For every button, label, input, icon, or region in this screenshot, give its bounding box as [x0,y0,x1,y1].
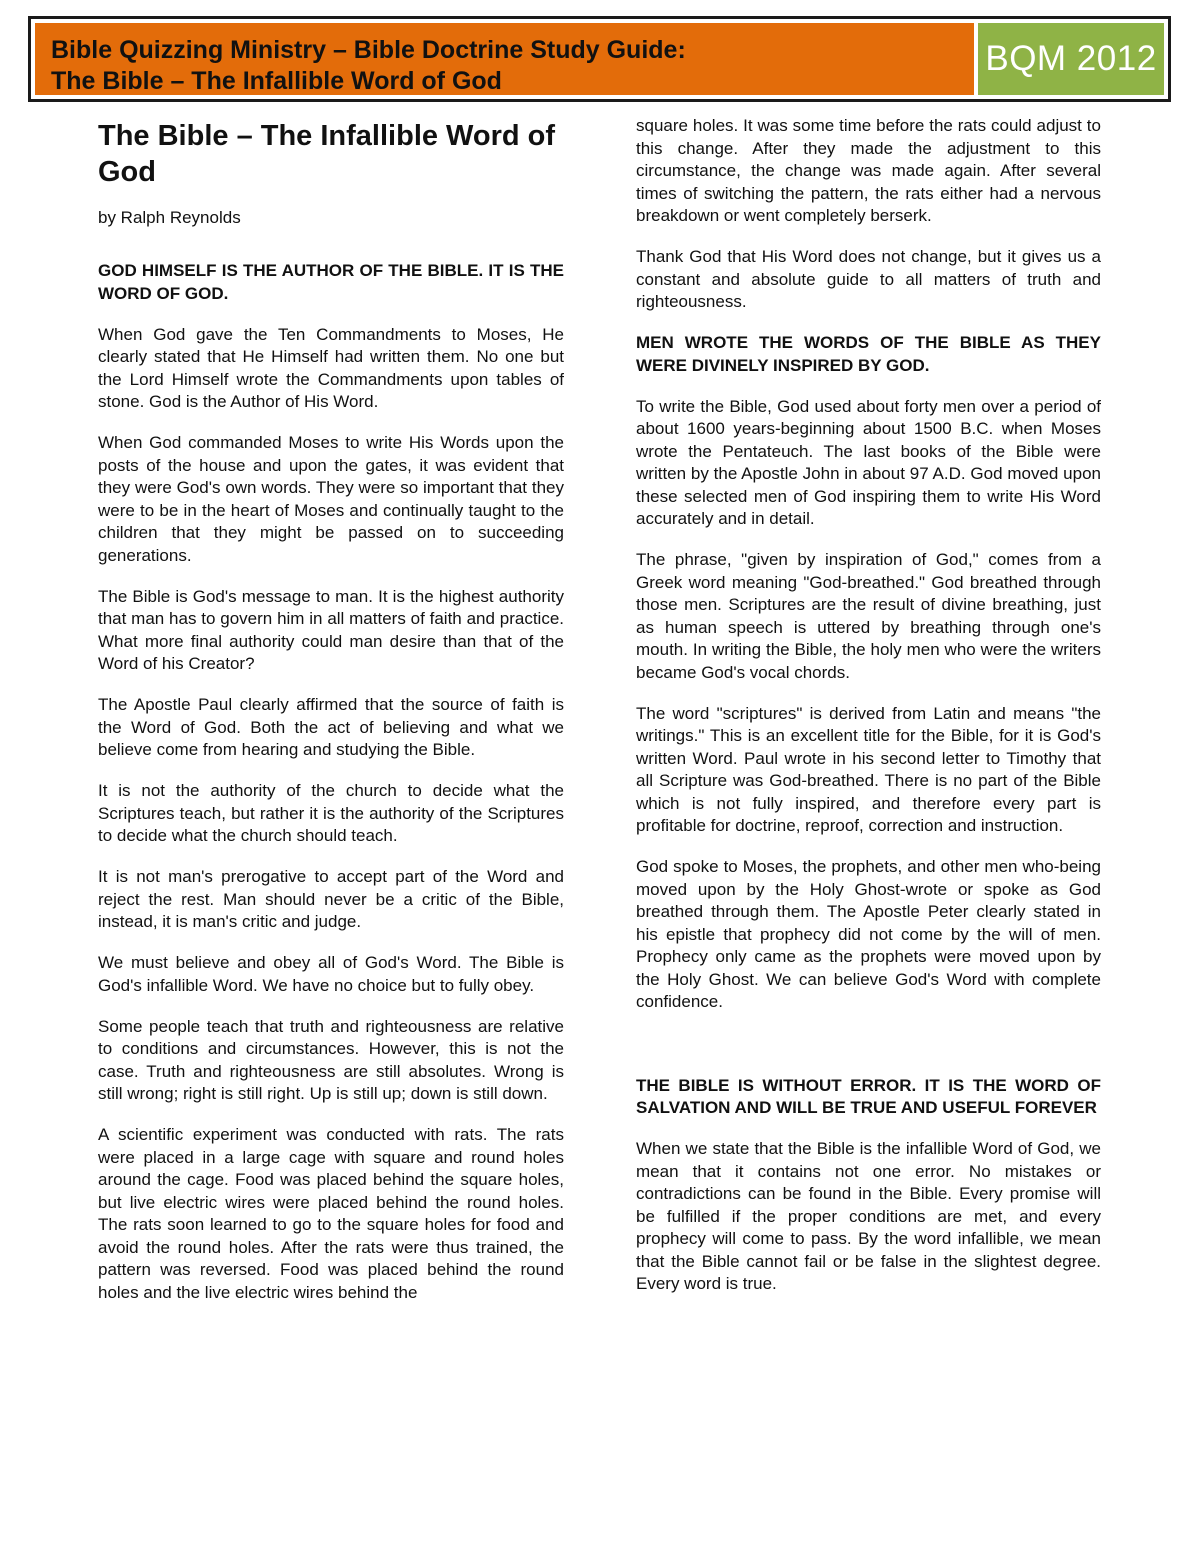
left-column [98,115,564,1304]
paragraph: When God commanded Moses to write His Words upon the posts of the house and upon the gates, it was evident that they were God's own words. They were so important that they were to be in the heart of Moses and continually taught to the children that they might be passed on to succeeding generations. [98,433,564,565]
header-title-block [35,23,974,95]
paragraph: When we state that the Bible is the infallible Word of God, we mean that it contains not one error. No mistakes or contradictions can be found in the Bible. Every promise will be fulfilled if the proper conditions are met, and every prophecy will come to pass. By the word infallible, we mean that the Bible cannot fail or be false in the slightest degree. Every word is true. [636,1139,1101,1293]
paragraph: The Apostle Paul clearly affirmed that the source of faith is the Word of God. Both the act of believing and what we believe come from hearing and studying the Bible. [98,695,564,759]
paragraph: The phrase, "given by inspiration of God," comes from a Greek word meaning "God-breathed." God breathed through those men. Scriptures are the result of divine breathing, just as human speech is uttered by breathing through one's mouth. In writing the Bible, the holy men who were the writers became God's vocal chords. [636,550,1101,682]
paragraph: It is not man's prerogative to accept part of the Word and reject the rest. Man should never be a critic of the Bible, instead, it is man's critic and judge. [98,867,564,931]
paragraph: When God gave the Ten Commandments to Moses, He clearly stated that He Himself had written them. No one but the Lord Himself wrote the Commandments upon tables of stone. God is the Author of His Word. [98,324,564,411]
paragraph: To write the Bible, God used about forty men over a period of about 1600 years-beginning about 1500 B.C. when Moses wrote the Pentateuch. The last books of the Bible were written by the Apostle John in about 97 A.D. God moved upon these selected men of God inspiring them to write His Word accurately and in detail. [636,396,1101,528]
header-title-line-1: Bible Quizzing Ministry – Bible Doctrine Study Guide: [51,36,686,64]
section-heading: MEN WROTE THE WORDS OF THE BIBLE AS THEY WERE DIVINELY INSPIRED BY GOD. [636,333,1101,375]
header-title-line-2: The Bible – The Infallible Word of God [51,67,502,95]
byline: by Ralph Reynolds [98,208,241,227]
paragraph: The Bible is God's message to man. It is the highest authority that man has to govern him in all matters of faith and practice. What more final authority could man desire than that of the Word of his Creator? [98,586,564,673]
header-banner [28,16,1171,102]
paragraph: square holes. It was some time before the rats could adjust to this change. After they made the adjustment to this circumstance, the change was made again. After several times of switching the pattern, the rats either had a nervous breakdown or went completely berserk. [636,116,1101,225]
paragraph: A scientific experiment was conducted with rats. The rats were placed in a large cage with square and round holes around the cage. Food was placed behind the square holes, but live electric wires were placed behind the round holes. The rats soon learned to go to the square holes for food and avoid the round holes. After the rats were thus trained, the pattern was reversed. Food was placed behind the round holes and the live electric wires behind the [98,1125,564,1302]
section-heading: THE BIBLE IS WITHOUT ERROR. IT IS THE WORD OF SALVATION AND WILL BE TRUE AND USEFUL FOREVER [636,1075,1101,1117]
article-title: The Bible – The Infallible Word of God [98,120,556,188]
paragraph: Thank God that His Word does not change, but it gives us a constant and absolute guide to all matters of truth and righteousness. [636,247,1101,311]
paragraph: We must believe and obey all of God's Word. The Bible is God's infallible Word. We have no choice but to fully obey. [98,953,564,995]
paragraph: God spoke to Moses, the prophets, and other men who-being moved upon by the Holy Ghost-wrote or spoke as God breathed through them. The Apostle Peter clearly stated in his epistle that prophecy did not come by the will of men. Prophecy only came as the prophets were moved upon by the Holy Ghost. We can believe God's Word with complete confidence. [636,857,1101,1011]
paragraph: It is not the authority of the church to decide what the Scriptures teach, but rather it is the authority of the Scriptures to decide what the church should teach. [98,781,564,845]
paragraph: The word "scriptures" is derived from Latin and means "the writings." This is an excellent title for the Bible, for it is God's written Word. Paul wrote in his second letter to Timothy that all Scripture was God-breathed. There is no part of the Bible which is not fully inspired, and therefore every part is profitable for doctrine, reproof, correction and instruction. [636,703,1101,835]
section-heading: GOD HIMSELF IS THE AUTHOR OF THE BIBLE. IT IS THE WORD OF GOD. [98,261,564,303]
paragraph: Some people teach that truth and righteousness are relative to conditions and circumstances. However, this is not the case. Truth and righteousness are still absolutes. Wrong is still wrong; right is still right. Up is still up; down is still down. [98,1016,564,1103]
year-badge: BQM 2012 [978,23,1164,95]
right-column [636,115,1101,1296]
